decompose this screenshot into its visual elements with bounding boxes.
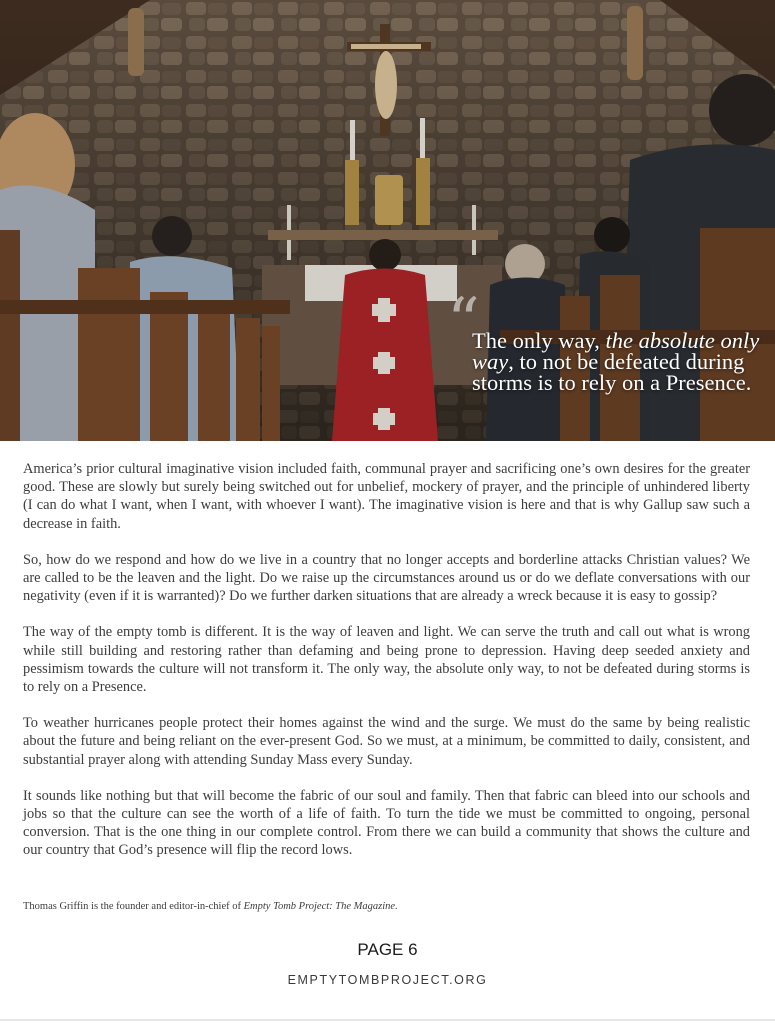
author-byline xyxy=(23,901,750,912)
quotation-mark-icon: “ xyxy=(447,285,480,359)
hero-photo xyxy=(0,0,775,441)
article-body xyxy=(23,460,750,878)
pull-quote-emphasis: the absolute only way xyxy=(472,328,760,374)
byline-publication: Empty Tomb Project: The Magazine. xyxy=(243,901,398,912)
article-paragraph: So, how do we respond and how do we live in a country that no longer accepts and borderline attacks Christian values? We are called to be the leaven and the light. Do we raise up the circumstances around us or do we deflate conversations with our negativity (even if it is warranted)? Do we further darken situations that are already a wreck because it is easy to gossip? xyxy=(23,551,750,605)
article-paragraph: It sounds like nothing but that will become the fabric of our soul and family. Then that fabric can bleed into our schools and jobs so that the culture can see the worth of a life of faith. To turn the tide we must be committed to ongoing, personal conversion. That is the one thing in our complete control. From there we can build a community that shows the culture and our country that God’s presence will flip the record lows. xyxy=(23,787,750,859)
page-number: PAGE 6 xyxy=(357,940,418,959)
article-paragraph: America’s prior cultural imaginative vision included faith, communal prayer and sacrificing one’s own desires for the greater good. These are slowly but surely being switched out for unbelief, mockery of prayer, and the principle of unhindered liberty (I can do what I want, when I want, with whoever I want). The imaginative vision is here and that is why Gallup saw such a decrease in faith. xyxy=(23,461,750,532)
article-paragraph: To weather hurricanes people protect their homes against the wind and the surge. We must do the same by being realistic about the future and being reliant on the ever-present God. So we must, at a minimum, be committed to daily, consistent, and substantial prayer along with attending Sunday Mass every Sunday. xyxy=(23,715,750,768)
byline-text: Thomas Griffin is the founder and editor-in-chief of xyxy=(23,901,244,912)
bottom-divider xyxy=(0,1019,775,1021)
pull-quote-part2: , to not be defeated during storms is to rely on a Presence. xyxy=(472,349,752,395)
website-link[interactable]: EMPTYTOMBPROJECT.ORG xyxy=(287,973,488,987)
pull-quote xyxy=(472,330,762,393)
article-paragraph: The way of the empty tomb is different. It is the way of leaven and light. We can serve the truth and call out what is wrong while still building and restoring rather than defaming and being prone to depression. Having deep seeded anxiety and pessimism towards the culture will not transform it. The only way, the absolute only way, to not be defeated during storms is to rely on a Presence. xyxy=(23,624,750,696)
pull-quote-part1: The only way, xyxy=(472,328,606,353)
